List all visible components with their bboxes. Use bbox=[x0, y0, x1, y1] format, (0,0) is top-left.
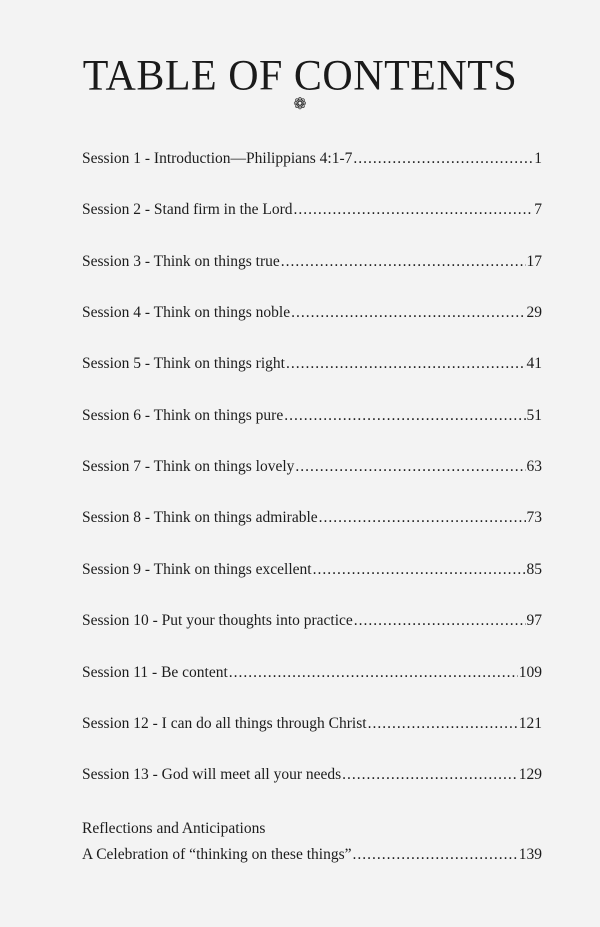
toc-entry[interactable] bbox=[82, 509, 542, 527]
toc-entry[interactable] bbox=[82, 355, 542, 373]
toc-entry[interactable] bbox=[82, 561, 542, 579]
toc-entry[interactable] bbox=[82, 715, 542, 733]
toc-entry-page: 29 bbox=[526, 304, 542, 321]
toc-entry-label: Session 1 - Introduction—Philippians 4:1-7 bbox=[82, 150, 353, 167]
toc-entry[interactable] bbox=[82, 664, 542, 682]
leader-dots bbox=[284, 407, 525, 425]
toc-entry-page: 73 bbox=[526, 509, 542, 526]
leader-dots bbox=[353, 150, 533, 168]
toc-entry[interactable] bbox=[82, 150, 542, 168]
leader-dots bbox=[281, 253, 526, 271]
toc-entry-page: 51 bbox=[526, 407, 542, 424]
toc-entry-page: 129 bbox=[518, 766, 542, 783]
leader-dots bbox=[368, 715, 518, 733]
leader-dots bbox=[295, 458, 525, 476]
toc-entry[interactable] bbox=[82, 407, 542, 425]
leader-dots bbox=[342, 766, 518, 784]
reflections-heading: Reflections and Anticipations bbox=[82, 820, 266, 837]
toc-entry-label: Session 4 - Think on things noble bbox=[82, 304, 291, 321]
leader-dots bbox=[229, 664, 518, 682]
toc-entry-page: 139 bbox=[518, 846, 542, 863]
toc-entry-page: 7 bbox=[534, 201, 542, 218]
toc-entry-label: Session 3 - Think on things true bbox=[82, 253, 280, 270]
flower-ornament-icon: ❁ bbox=[293, 96, 307, 113]
toc-entry[interactable] bbox=[82, 253, 542, 271]
toc-entry-label: Session 6 - Think on things pure bbox=[82, 407, 284, 424]
toc-entry-label: Session 10 - Put your thoughts into practice bbox=[82, 612, 353, 629]
toc-entry[interactable] bbox=[82, 766, 542, 784]
toc-entry[interactable] bbox=[82, 846, 542, 864]
toc-entry-label: Session 12 - I can do all things through Christ bbox=[82, 715, 367, 732]
leader-dots bbox=[319, 509, 526, 527]
toc-entry-label: Session 5 - Think on things right bbox=[82, 355, 285, 372]
leader-dots bbox=[313, 561, 526, 579]
toc-entry[interactable] bbox=[82, 612, 542, 630]
toc-entry-page: 97 bbox=[526, 612, 542, 629]
toc-entry-label: Session 7 - Think on things lovely bbox=[82, 458, 295, 475]
page-title: TABLE OF CONTENTS bbox=[82, 52, 518, 100]
toc-entry-label: Session 11 - Be content bbox=[82, 664, 228, 681]
toc-entry-page: 41 bbox=[526, 355, 542, 372]
toc-entry-page: 109 bbox=[518, 664, 542, 681]
leader-dots bbox=[294, 201, 534, 219]
toc-entry-page: 1 bbox=[534, 150, 542, 167]
toc-entry[interactable] bbox=[82, 304, 542, 322]
toc-entry-page: 121 bbox=[518, 715, 542, 732]
toc-entry[interactable] bbox=[82, 201, 542, 219]
toc-entry-page: 63 bbox=[526, 458, 542, 475]
toc-entry-label: Session 2 - Stand firm in the Lord bbox=[82, 201, 293, 218]
toc-entry-label: A Celebration of “thinking on these things” bbox=[82, 846, 352, 863]
toc-entry-page: 85 bbox=[526, 561, 542, 578]
toc-entry-label: Session 9 - Think on things excellent bbox=[82, 561, 312, 578]
toc-entry-label: Session 8 - Think on things admirable bbox=[82, 509, 318, 526]
toc-entry[interactable] bbox=[82, 458, 542, 476]
leader-dots bbox=[286, 355, 526, 373]
toc-entry-page: 17 bbox=[526, 253, 542, 270]
leader-dots bbox=[354, 612, 526, 630]
leader-dots bbox=[291, 304, 525, 322]
leader-dots bbox=[352, 846, 517, 864]
toc-entry-label: Session 13 - God will meet all your needs bbox=[82, 766, 342, 783]
